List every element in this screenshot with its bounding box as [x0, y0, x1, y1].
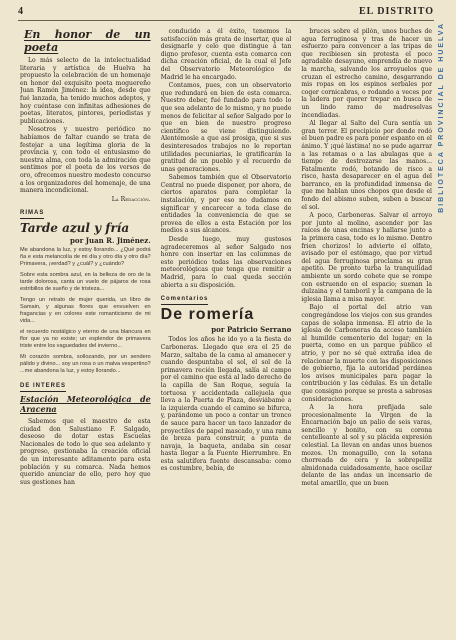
masthead: EL DISTRITO: [358, 6, 434, 17]
poem-stanza: Sobre esta sombra azul, en la belleza de oro de la tarde dolorosa, canta un vuelo de pájaros de rosa estribillos de sueño y de tristeza...: [20, 272, 151, 293]
section-label-comentarios: Comentarios: [161, 296, 209, 305]
columns: [20, 28, 432, 632]
poem-stanza: Tengo un retrato de mujer querida, un libro de Samain, y algunas flores que envuelven en fragancias y en colores este romanticismo de mi vida...: [20, 297, 151, 325]
paragraph: Desde luego, muy gustosos agradeceremos al señor Salgado nos honre con insertar en las columnas de este periódico todas las observaciones meteorológicas que tenga que remitir a Madrid, para lo cual queda sección abierta a su disposición.: [160, 236, 292, 289]
stamp-text: BIBLIOTECA PROVINCIAL DE HUELVA: [438, 22, 445, 213]
poem-stanza: el recuerdo nostálgico y eterno de una blancura en flor que ya no existe; un esplendor de primavera triste entre los vaguedades del invierno...: [20, 329, 151, 350]
library-stamp: [438, 22, 452, 622]
paragraph: Sabemos también que el Observatorio Central no puede disponer, por ahora, de ciertos aparatos para completar la instalación, y por eso no dudamos en significar y encarecer a toda clase de entidades la conveniencia de que se provea de ellos a esta Estación por los medios a sus alcances.: [160, 174, 292, 235]
paragraph: A poco, Carboneras. Salvar el arroyo por junto al molino, ascender por las raíces de unas encinas y hallarse junto a la primera casa, todo es lo mismo. Dentro frien chorizos! lo advierte el olfato, avisado por el estómago, que por virtud del agua ferruginosa proclama su gran apetito. De pronto turba la tranquilidad ambiente un sordo cohete que se rompe con estruendo en el espacio; suenan la dulzaina y el tamboril y la campana de la iglesia llama a misa mayor.: [301, 212, 433, 303]
page-number: 4: [18, 6, 24, 17]
poem-stanza: Mi corazón sombra, sollozando, por un sendero pálido y divino... soy un rosa o un malva vespertino? ...me abandona la luz, y estoy llorando...: [20, 354, 151, 375]
paragraph: Nosotros y nuestro periódico no habíamos de faltar cuando se trata de festejar a una legítima gloria de la provincia y, con todo el entusiasmo de nuestra alma, con toda la admiración que sentimos por el poeta de los versos de oro, ofrecemos nuestro modesto concurso a los organizadores del homenaje, de una manera incondicional.: [20, 126, 151, 195]
section-label-rimas: RIMAS: [20, 210, 44, 219]
poem-byline: por Juan R. Jiménez.: [70, 235, 151, 245]
paragraph: conducido a él éxito, tenemos la satisfacción más grata de insertar, que al designarle y celo que distingue á tan digno profesor, cuenta esta comarca con dicha creación oficial, de la cual el Jefe del Observatorio Meteorológico de Madrid le ha encargado.: [160, 28, 292, 81]
paragraph: Bajo el portal del atrio van congregándose los viejos con sus grandes capas de solapa inmensa. El atrio de la iglesia de Carboneras da acceso también al humilde cementerio del lugar; en la puerta, como en un parque público el atrio, y por no sé qué extraña idea de relacionar la muerte con las disposiciones de gobierno, fija la autoridad perdánea los avisos municipales para pagar la contribución y las cédulas. Es un detalle que consigno porque se presta a sabrosas consideraciones.: [301, 304, 433, 403]
article-title-estacion: Estación Meteorológica de Aracena: [20, 394, 151, 415]
article-byline: por Patricio Serrano: [211, 324, 292, 334]
paragraph: bruces sobre el pilón, unos buches de agua ferruginosa y tras de hacer un esfuerzo para convencer a las tripas de que recibiesen sin protesta el poco agradable desayuno, emprendía de nuevo la marcha, salvando los arroyuelos que cruzan el estrecho camino, desgarrando mis ropas en los espinos serbales por coger cornicabras, o rodando a veces por la ladera por querer trepar en busca de un lindo ramo de madreselvas incendiadas.: [301, 28, 433, 119]
paragraph: Contamos, pues, con un observatorio que redundará en bien de esta comarca. Nuestro deber, fué fundado para todo lo que sea adelanto de lo mismo, y no puede menos de felicitar al señor Salgado por lo que en bien de nuestro progreso científico se viene distinguiendo. Alentémosle a que así prosiga, que si sus desinteresados trabajos no le reportan utilidades pecuniarias, le gratificarán la gratitud de un pueblo y el recuerdo de unas generaciones.: [160, 82, 292, 173]
article-title-homenaje: En honor de un poeta: [24, 28, 151, 54]
article-title-romeria: De romería: [160, 305, 255, 323]
poem-title: Tarde azul y fría: [20, 220, 130, 235]
paragraph: Lo más selecto de la intelectualidad literaria y artística de Huelva ha propuesto la celebración de un homenaje en honor del exquisito poeta moguereño Juan Ramón Jiménez: la idea, desde que fué lanzada, ha tenido muchos adeptos, y hoy cuéntase con infinitas adhesiones de poetas, literatos, pintores, periodistas y publicaciones.: [20, 57, 151, 125]
paragraph: Sabemos que el maestro de esta ciudad don Salustiano F. Salgado, deseoso de dotar estas Escuelas Nacionales de todo lo que sea adelanto y progreso, gestionaba la creación oficial de un interesante aditamento para esta población y su comarca. Nada hemos querido anunciar de ello, pero hoy que sus gestiones han: [20, 418, 151, 486]
page-header: [18, 6, 434, 21]
poem-stanza: Me abandona la luz, y estoy llorando... ¿Qué podrá ña e esta melancolía de mi día y otro día y otro día? Primavera, ¡verdad? y ¿cuál? y ¿cuándo?: [20, 247, 151, 268]
poem-body: [20, 247, 151, 375]
column-3: [301, 28, 432, 632]
signature: La Redacción.: [111, 195, 151, 203]
paragraph: Todos los años he ido yo a la fiesta de Carboneras. Llegado que era el 25 de Marzo, saltaba de la cama al amanecer y cuando despuntaba el sol, el sol de la primavera recién llegada, salía al campo por el camino que está al lado derecho de la capilla de San Roque, seguía la tortuosa y accidentada callejuela que lleva a la Puerta de Plaza, desviábame a la izquierda cuando el camino se bifurca, y, parándome un poco a contar un tronco de sauce para hacer un taco lanzador de proyectiles de papel mascado, y una rama de breza para construir, a punta de navaja, la baqueta, andaba sin cesar hasta llegar a la Fuente Hierrumbre. En esta salutífera fuente descansaba: como es costumbre, bebía, de: [160, 336, 292, 473]
section-label-interes: DE INTERES: [20, 383, 66, 392]
paragraph: Al llegar al Salto del Cura sentía un gran terror. El precipicio por donde rodó el buen padre es para poner espanto en el ánimo. Y ¡qué lástima! no se pude agarrar a las retamas o a las abulagas que a tiempo de destrozarse las manos... Fatalmente rodó, botando de risco a risco, hasta desaparecer en el agua del barranco, en la profundidad inmensa de que me hablan unos chopos que desde el fondo del abismo suben, suben a buscar el sol.: [301, 120, 433, 211]
column-1: [20, 28, 151, 632]
paragraph: A la hora prefijada sale procesionalmente la Virgen de la Encarnación bajo un palio de seis varas, sencillo y bonito, con su corona centelleante al sol y su plácida expresión celestial. La llevan en andas unos buenos mozos. Un monaguillo, con la sotana chorreada de cera y la sobrepelliz almidonada cuidadosamente, hace oscilar delante de las andas un incensario de metal amarillo, que un buen: [301, 404, 433, 488]
column-2: [161, 28, 292, 632]
